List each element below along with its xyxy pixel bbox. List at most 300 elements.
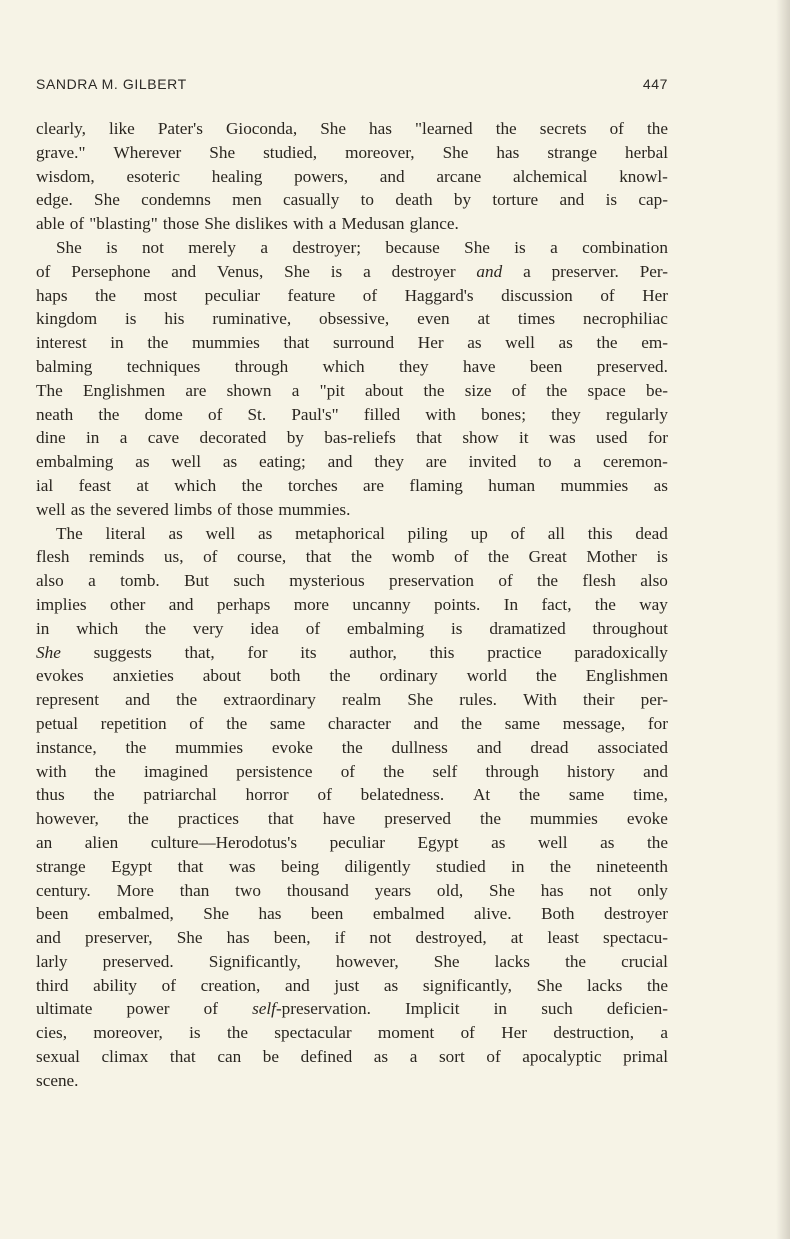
word: ultimate: [36, 999, 93, 1019]
text-line: [36, 474, 668, 498]
word: message,: [562, 713, 626, 733]
word: larly: [36, 951, 68, 971]
word: that: [416, 428, 442, 448]
text-line: [36, 950, 668, 974]
word: secrets: [539, 119, 587, 138]
word: evoke: [626, 809, 668, 829]
word: kingdom: [36, 309, 98, 329]
word: the: [383, 761, 405, 781]
word: about: [202, 666, 241, 686]
word: of: [203, 999, 218, 1019]
word: St.: [247, 404, 267, 424]
word: Haggard's: [404, 285, 474, 305]
word: the: [94, 761, 116, 781]
word: a: [363, 261, 371, 281]
word: feast: [78, 475, 112, 495]
word: She: [284, 261, 310, 281]
text-line: [36, 522, 668, 546]
word: the: [423, 380, 445, 400]
text-line: [36, 807, 668, 831]
word: well: [205, 523, 236, 543]
word: third: [36, 975, 69, 995]
text-line: [36, 331, 668, 355]
word: Englishmen: [585, 666, 668, 686]
word: knowl-: [619, 166, 668, 186]
word: space: [587, 380, 626, 400]
word: literal: [105, 523, 146, 543]
word: if: [334, 928, 346, 948]
word: a: [523, 261, 531, 281]
word: old,: [436, 880, 464, 900]
word: they: [399, 356, 429, 376]
word: She: [489, 880, 515, 900]
text-line: [36, 545, 668, 569]
word: practices: [177, 809, 239, 829]
word: well: [171, 452, 201, 472]
word: that: [305, 547, 332, 567]
word: the: [480, 809, 502, 829]
word: sexual: [36, 1047, 80, 1067]
word: and: [413, 713, 439, 733]
text-line: [36, 355, 668, 379]
word: Implicit: [405, 999, 460, 1019]
word: She: [204, 214, 231, 234]
word: Mother: [586, 547, 637, 567]
page-edge-shadow: [776, 0, 790, 1239]
word: lacks: [587, 975, 623, 995]
word: as: [600, 832, 615, 852]
word: to: [360, 190, 375, 210]
word: his: [164, 309, 185, 329]
word: has: [540, 880, 564, 900]
word: is: [451, 618, 463, 638]
word: invited: [468, 452, 517, 472]
word: surround: [332, 333, 395, 353]
word: combination: [582, 237, 668, 257]
word: shown: [226, 380, 272, 400]
word: of: [510, 523, 525, 543]
word: paradoxically: [574, 642, 668, 662]
word: and: [284, 975, 310, 995]
word: moment: [377, 1023, 435, 1043]
word: the: [341, 737, 363, 757]
word: be-: [645, 380, 668, 400]
word: and: [476, 737, 502, 757]
word: Significantly,: [208, 951, 301, 971]
word: persistence: [236, 761, 313, 781]
word: and: [327, 452, 353, 472]
word: mummies.: [278, 499, 351, 519]
word: men: [232, 190, 262, 210]
word: the: [546, 380, 568, 400]
word: With: [523, 690, 557, 710]
word: decorated: [199, 428, 267, 448]
word: the: [647, 975, 668, 995]
word: well: [537, 832, 568, 852]
word: obsessive,: [319, 309, 390, 329]
word: as: [70, 499, 86, 519]
word: us,: [163, 547, 184, 567]
word: preserved.: [596, 356, 668, 376]
word: idea: [250, 618, 279, 638]
word: they: [374, 452, 404, 472]
word: suggests: [93, 642, 152, 662]
word: years: [374, 880, 412, 900]
word: it: [518, 428, 529, 448]
word: a: [119, 428, 128, 448]
word: She: [209, 142, 236, 162]
word: which: [174, 475, 217, 495]
word: of: [203, 547, 218, 567]
word: Her: [642, 285, 668, 305]
word: have: [463, 356, 496, 376]
word: even: [417, 309, 450, 329]
word: have: [322, 809, 356, 829]
word: imagined: [143, 761, 208, 781]
word: for: [647, 713, 668, 733]
word: can: [217, 1047, 242, 1067]
word: and: [476, 261, 503, 281]
word: a: [328, 214, 337, 234]
text-line: [36, 855, 668, 879]
word: of: [305, 618, 321, 638]
word: Wherever: [113, 142, 182, 162]
word: herbal: [625, 142, 668, 162]
word: instance,: [36, 737, 97, 757]
word: regularly: [605, 404, 668, 424]
word: as: [373, 1047, 389, 1067]
word: edge.: [36, 190, 73, 210]
word: preserver,: [85, 928, 153, 948]
word: glance.: [409, 214, 459, 234]
word: destroyer: [391, 261, 456, 281]
word: in: [511, 856, 525, 876]
word: character: [327, 713, 391, 733]
word: is: [605, 190, 618, 210]
text-line: [36, 688, 668, 712]
word: the: [147, 333, 169, 353]
word: torches: [288, 475, 338, 495]
word: not: [589, 880, 612, 900]
word: preserved: [384, 809, 451, 829]
word: Great: [528, 547, 567, 567]
text-line: [36, 569, 668, 593]
word: preservation: [389, 571, 474, 591]
word: than: [179, 880, 210, 900]
word: the: [565, 951, 587, 971]
word: neath: [36, 404, 74, 424]
word: anxieties: [112, 666, 174, 686]
word: of: [161, 975, 176, 995]
word: uncanny: [352, 594, 411, 614]
word: petual: [36, 713, 78, 733]
word: healing: [211, 166, 263, 186]
word: She: [433, 951, 460, 971]
word: at: [477, 309, 490, 329]
word: She: [56, 237, 82, 257]
word: as: [653, 475, 668, 495]
word: metaphorical: [295, 523, 385, 543]
word: the: [226, 1023, 248, 1043]
word: are: [185, 380, 207, 400]
word: Egypt: [111, 856, 153, 876]
word: a: [550, 237, 558, 257]
word: are: [425, 452, 447, 472]
word: and: [125, 690, 150, 710]
word: horror: [245, 785, 289, 805]
word: cave: [147, 428, 180, 448]
word: dome: [144, 404, 183, 424]
word: time,: [633, 785, 668, 805]
word: cap-: [638, 190, 668, 210]
word: such: [233, 571, 265, 591]
word: the: [125, 737, 147, 757]
word: primal: [623, 1047, 668, 1067]
word: in: [110, 333, 124, 353]
word: She: [94, 190, 120, 210]
word: studied,: [263, 142, 318, 162]
word: But: [184, 571, 209, 591]
text-line: [36, 997, 668, 1021]
text-line: [36, 593, 668, 617]
word: esoteric: [126, 166, 180, 186]
page-number: 447: [642, 76, 668, 92]
word: diligently: [344, 856, 411, 876]
word: both: [269, 666, 301, 686]
word: because: [385, 237, 440, 257]
word: of: [69, 214, 85, 234]
word: as: [222, 452, 238, 472]
word: world: [466, 666, 507, 686]
word: a: [291, 380, 300, 400]
word: powers,: [294, 166, 349, 186]
word: lacks: [494, 951, 530, 971]
word: realm: [342, 690, 382, 710]
word: Egypt: [417, 832, 459, 852]
word: of: [454, 547, 469, 567]
word: an: [36, 832, 53, 852]
word: times: [517, 309, 556, 329]
word: death: [395, 190, 433, 210]
word: evoke: [271, 737, 313, 757]
word: this: [429, 642, 455, 662]
word: crucial: [621, 951, 668, 971]
word: and: [643, 761, 668, 781]
word: The: [56, 523, 83, 543]
word: scene.: [36, 1070, 79, 1090]
word: She: [203, 904, 230, 924]
word: embalming: [36, 452, 114, 472]
word: Her: [417, 333, 444, 353]
word: course,: [236, 547, 287, 567]
word: the: [646, 832, 668, 852]
word: with: [36, 761, 67, 781]
running-head-author: SANDRA M. GILBERT: [36, 76, 187, 92]
word: is: [656, 547, 668, 567]
word: way: [639, 594, 668, 614]
word: the: [127, 809, 149, 829]
word: of: [217, 499, 232, 519]
word: human: [488, 475, 536, 495]
text-line: [36, 450, 668, 474]
text-line: [36, 879, 668, 903]
word: peculiar: [204, 285, 260, 305]
word: of: [498, 571, 513, 591]
word: grave.": [36, 142, 86, 162]
word: Medusan: [341, 214, 405, 234]
word: rules.: [459, 690, 497, 710]
word: fact,: [541, 594, 572, 614]
word: with: [425, 404, 456, 424]
word: just: [334, 975, 360, 995]
word: is: [106, 237, 118, 257]
word: is: [330, 261, 343, 281]
word: more: [293, 594, 330, 614]
word: destroyer: [603, 904, 668, 924]
word: those: [162, 214, 200, 234]
word: tomb.: [120, 571, 160, 591]
word: been: [529, 356, 563, 376]
word: been: [310, 904, 344, 924]
word: points.: [434, 594, 481, 614]
word: used: [596, 428, 628, 448]
word: a: [88, 571, 96, 591]
word: dullness: [391, 737, 448, 757]
word: has: [496, 142, 520, 162]
word: culture—Herodotus's: [150, 832, 298, 852]
word: flaming: [409, 475, 463, 495]
word: and: [379, 166, 405, 186]
word: this: [587, 523, 613, 543]
word: of: [460, 1023, 475, 1043]
text-line: [36, 498, 668, 522]
word: as: [467, 333, 482, 353]
word: about: [365, 380, 404, 400]
text-line: [36, 236, 668, 260]
word: the: [93, 785, 115, 805]
word: the: [461, 713, 483, 733]
word: of: [600, 285, 615, 305]
word: at: [510, 928, 524, 948]
word: the: [95, 285, 117, 305]
word: power: [126, 999, 170, 1019]
word: however,: [36, 809, 99, 829]
word: the: [98, 404, 120, 424]
word: self: [432, 761, 458, 781]
text-line: [36, 426, 668, 450]
text-line: [36, 617, 668, 641]
word: filled: [363, 404, 401, 424]
word: such: [541, 999, 573, 1019]
word: in: [85, 428, 100, 448]
word: of: [511, 380, 527, 400]
word: and: [36, 928, 61, 948]
word: womb: [391, 547, 435, 567]
word: size: [464, 380, 492, 400]
word: defined: [300, 1047, 353, 1067]
word: throughout: [592, 618, 668, 638]
word: the: [596, 333, 618, 353]
word: dislikes: [235, 214, 288, 234]
word: dramatized: [489, 618, 566, 638]
word: was: [228, 856, 256, 876]
word: strange: [547, 142, 597, 162]
text-line: [36, 165, 668, 189]
text-line: [36, 664, 668, 688]
word: casually: [283, 190, 340, 210]
word: Pater's: [157, 119, 203, 138]
word: of: [207, 404, 223, 424]
word: Venus,: [216, 261, 264, 281]
word: arcane: [436, 166, 482, 186]
word: for: [647, 428, 668, 448]
word: not: [141, 237, 164, 257]
text-line: [36, 141, 668, 165]
word: are: [363, 475, 385, 495]
word: moreover,: [93, 1023, 163, 1043]
word: severed: [116, 499, 169, 519]
word: "blasting": [89, 214, 158, 234]
word: as: [135, 452, 150, 472]
word: haps: [36, 285, 68, 305]
word: alive.: [473, 904, 512, 924]
word: ial: [36, 475, 54, 495]
word: em-: [641, 333, 668, 353]
word: nineteenth: [596, 856, 668, 876]
word: bas-reliefs: [324, 428, 396, 448]
word: "pit: [319, 380, 345, 400]
word: dine: [36, 428, 66, 448]
word: belatedness.: [360, 785, 445, 805]
word: piling: [407, 523, 448, 543]
word: She: [176, 928, 203, 948]
word: that: [177, 856, 204, 876]
word: least: [547, 928, 579, 948]
word: the: [226, 713, 248, 733]
word: dread: [530, 737, 569, 757]
word: mummies: [560, 475, 629, 495]
word: merely: [188, 237, 236, 257]
word: moreover,: [345, 142, 415, 162]
word: At: [473, 785, 491, 805]
word: embalmed: [372, 904, 445, 924]
word: climax: [101, 1047, 149, 1067]
word: embalmed,: [97, 904, 174, 924]
word: a: [260, 237, 268, 257]
word: of: [317, 785, 332, 805]
word: century.: [36, 880, 91, 900]
word: the: [537, 571, 559, 591]
word: the: [351, 547, 373, 567]
word: embalming: [346, 618, 425, 638]
word: self-preservation.: [252, 999, 371, 1019]
word: been,: [273, 928, 311, 948]
word: clearly,: [36, 119, 86, 138]
text-line: [36, 1021, 668, 1045]
word: ceremon-: [602, 452, 668, 472]
word: the: [488, 547, 510, 567]
word: and: [168, 594, 194, 614]
word: which: [76, 618, 119, 638]
word: cies,: [36, 1023, 68, 1043]
text-line: [36, 284, 668, 308]
word: ruminative,: [212, 309, 292, 329]
word: for: [247, 642, 268, 662]
word: that: [169, 1047, 196, 1067]
word: necrophiliac: [582, 309, 668, 329]
word: reminds: [88, 547, 145, 567]
word: they: [551, 404, 581, 424]
